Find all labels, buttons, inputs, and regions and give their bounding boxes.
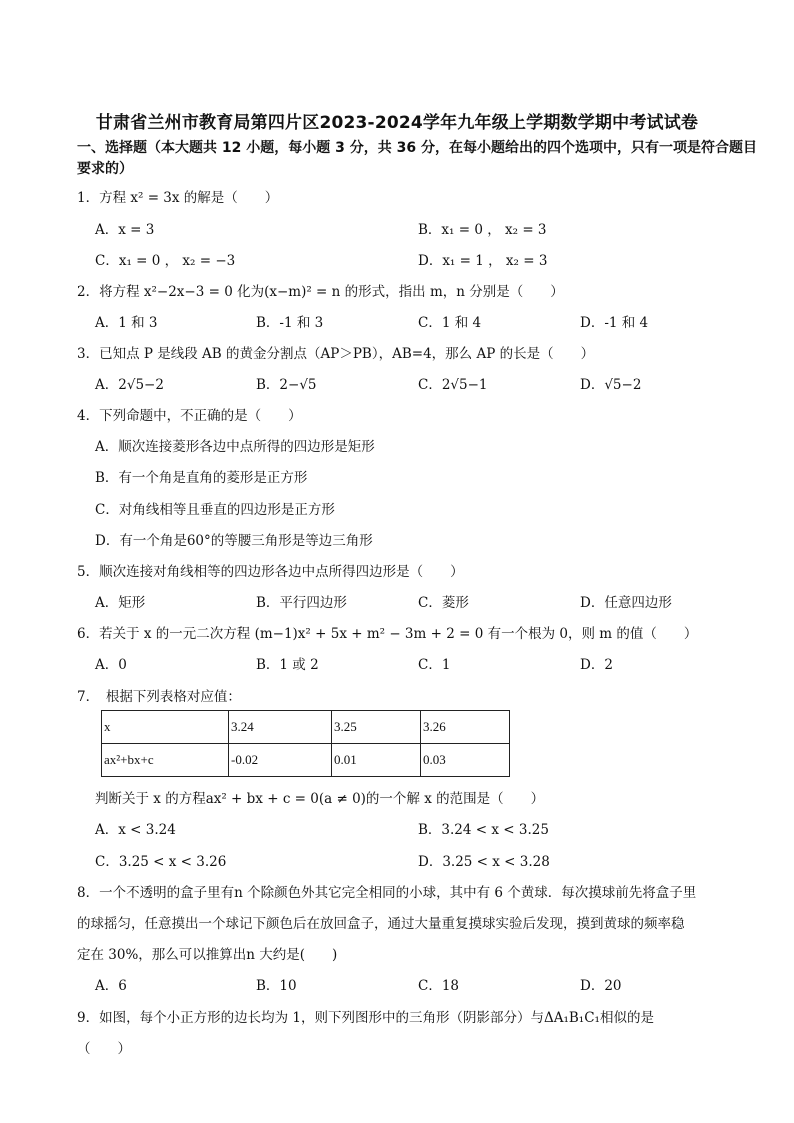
table-cell: ax²+bx+c: [102, 744, 229, 777]
question-6-option-b[interactable]: B．1 或 2: [256, 657, 319, 673]
question-5-stem: 5．顺次连接对角线相等的四边形各边中点所得四边形是（ ）: [77, 564, 464, 580]
question-4-stem: 4．下列命题中，不正确的是（ ）: [77, 408, 302, 424]
table-cell: 3.25: [332, 711, 421, 744]
question-2-option-d[interactable]: D．-1 和 4: [580, 315, 649, 331]
question-4-option-c[interactable]: C．对角线相等且垂直的四边形是正方形: [95, 502, 335, 518]
question-7-stem: 7． 根据下列表格对应值：: [77, 689, 241, 705]
question-4-option-b[interactable]: B．有一个角是直角的菱形是正方形: [95, 470, 308, 486]
question-7-option-a[interactable]: A．x < 3.24: [95, 822, 176, 838]
question-3-option-c[interactable]: C．2√5−1: [418, 377, 488, 393]
table-cell: x: [102, 711, 229, 744]
question-2-stem: 2．将方程 x²−2x−3 = 0 化为(x−m)² = n 的形式，指出 m，n 分别是（ ）: [77, 284, 564, 300]
question-3-option-b[interactable]: B．2−√5: [256, 377, 317, 393]
question-6-option-c[interactable]: C．1: [418, 657, 451, 673]
question-6-option-d[interactable]: D．2: [580, 657, 613, 673]
question-7-judge: 判断关于 x 的方程ax² + bx + c = 0(a ≠ 0)的一个解 x 的范围是（ ）: [95, 791, 545, 807]
question-5-option-d[interactable]: D．任意四边形: [580, 595, 672, 611]
question-3-option-a[interactable]: A．2√5−2: [95, 377, 164, 393]
question-1-option-d[interactable]: D．x₁ = 1 ， x₂ = 3: [418, 253, 548, 269]
question-1-stem: 1．方程 x² = 3x 的解是（ ）: [77, 190, 279, 206]
table-cell: -0.02: [229, 744, 332, 777]
question-2-option-c[interactable]: C．1 和 4: [418, 315, 482, 331]
table-row: [102, 711, 510, 744]
question-7-option-d[interactable]: D．3.25 < x < 3.28: [418, 854, 550, 870]
question-8-line-3: 定在 30%，那么可以推算出n 大约是( ): [77, 947, 338, 963]
table-cell: 0.01: [332, 744, 421, 777]
table-cell: 0.03: [421, 744, 510, 777]
question-5-option-c[interactable]: C．菱形: [418, 595, 469, 611]
question-8-line-1: 8．一个不透明的盒子里有n 个除颜色外其它完全相同的小球，其中有 6 个黄球．每次摸球前先将盒子里: [77, 885, 697, 901]
question-8-option-a[interactable]: A．6: [95, 978, 127, 994]
page-title: 甘肃省兰州市教育局第四片区2023-2024学年九年级上学期数学期中考试试卷: [95, 113, 699, 133]
question-3-stem: 3．已知点 P 是线段 AB 的黄金分割点（AP＞PB），AB=4，那么 AP 的长是（ ）: [77, 346, 595, 362]
question-8-option-b[interactable]: B．10: [256, 978, 297, 994]
question-2-option-a[interactable]: A．1 和 3: [95, 315, 158, 331]
question-9-line-1: 9．如图，每个小正方形的边长均为 1，则下列图形中的三角形（阴影部分）与ΔA₁B₁C₁相似的是: [77, 1010, 654, 1026]
question-8-option-d[interactable]: D．20: [580, 978, 622, 994]
section-heading: 一、选择题（本大题共 12 小题，每小题 3 分，共 36 分，在每小题给出的四个选项中，只有一项是符合题目要求的）: [77, 140, 757, 177]
question-7-option-b[interactable]: B．3.24 < x < 3.25: [418, 822, 549, 838]
question-8-line-2: 的球摇匀，任意摸出一个球记下颜色后在放回盒子，通过大量重复摸球实验后发现，摸到黄球的频率稳: [77, 916, 685, 932]
question-2-option-b[interactable]: B．-1 和 3: [256, 315, 324, 331]
question-5-option-b[interactable]: B．平行四边形: [256, 595, 347, 611]
question-1-option-c[interactable]: C．x₁ = 0 ， x₂ = −3: [95, 253, 236, 269]
question-9-line-2: （ ）: [77, 1041, 131, 1057]
question-6-stem: 6．若关于 x 的一元二次方程 (m−1)x² + 5x + m² − 3m + 2 = 0 有一个根为 0，则 m 的值（ ）: [77, 626, 698, 642]
table-cell: 3.24: [229, 711, 332, 744]
question-3-option-d[interactable]: D．√5−2: [580, 377, 642, 393]
question-4-option-a[interactable]: A．顺次连接菱形各边中点所得的四边形是矩形: [95, 439, 375, 455]
value-table: [101, 710, 510, 777]
table-cell: 3.26: [421, 711, 510, 744]
question-1-option-a[interactable]: A．x = 3: [95, 222, 155, 238]
question-8-option-c[interactable]: C．18: [418, 978, 460, 994]
question-7-option-c[interactable]: C．3.25 < x < 3.26: [95, 854, 227, 870]
question-4-option-d[interactable]: D．有一个角是60°的等腰三角形是等边三角形: [95, 533, 373, 549]
question-5-option-a[interactable]: A．矩形: [95, 595, 146, 611]
question-1-option-b[interactable]: B．x₁ = 0 ， x₂ = 3: [418, 222, 547, 238]
table-row: [102, 744, 510, 777]
question-6-option-a[interactable]: A．0: [95, 657, 127, 673]
